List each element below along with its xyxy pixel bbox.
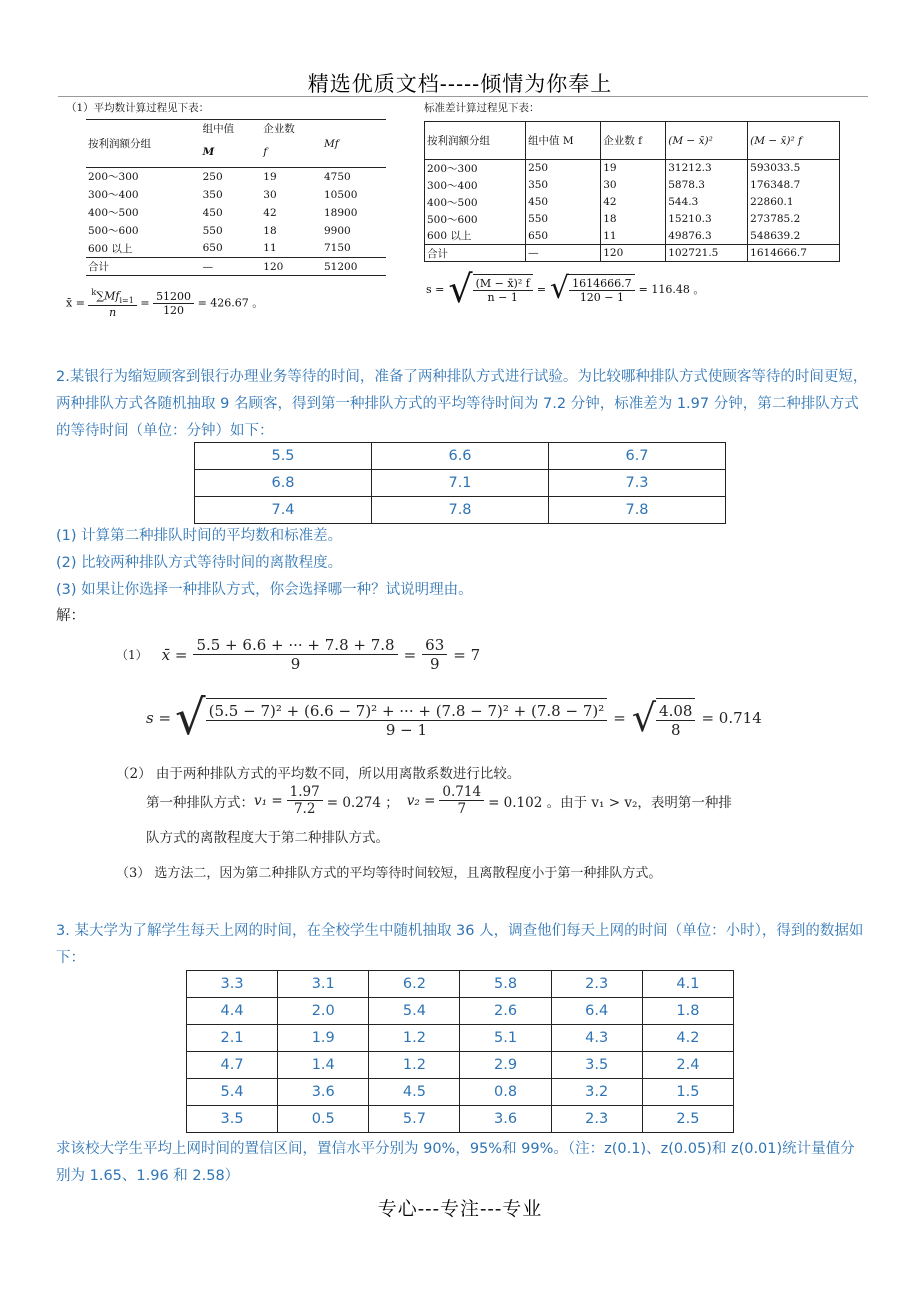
- sqrt-denominator: n − 1: [487, 291, 518, 304]
- v2-denominator: 7: [457, 801, 467, 817]
- table-cell: 4.1: [642, 971, 733, 998]
- table-cell: 5.4: [369, 998, 460, 1025]
- col-header-sqdev: (M − x̄)²: [666, 122, 748, 160]
- sd-result: = 0.714: [701, 709, 762, 727]
- table-cell: 30: [263, 188, 277, 201]
- table-cell: 1.9: [278, 1025, 369, 1052]
- table-cell: 500～600: [425, 211, 526, 228]
- table-cell: 3.5: [187, 1106, 278, 1133]
- sum-sign: ∑: [96, 289, 105, 303]
- sd-simplified-denominator: 8: [670, 720, 681, 739]
- table-cell: 3.5: [551, 1052, 642, 1079]
- table-cell: 1.4: [278, 1052, 369, 1079]
- mean-formula: x̄ = $\frac{^k\sum Mf_{i=1}}{n}$ = $\frac{51200}{120}$ = 426.67 。: [66, 288, 264, 319]
- table-cell: 200～300: [88, 171, 139, 184]
- mean-simplified-numerator: 63: [422, 636, 447, 655]
- table-cell: 2.6: [460, 998, 551, 1025]
- mean-lhs: x̄ =: [161, 645, 188, 664]
- col-header-m: M: [202, 146, 215, 159]
- sqrt-fraction-values: [569, 274, 635, 304]
- table-cell: 1.5: [642, 1079, 733, 1106]
- mean-simplified-denominator: 9: [429, 655, 440, 673]
- mean-denominator: 9: [290, 655, 301, 673]
- sqrt-sign: √: [175, 690, 206, 746]
- page-header-title: 精选优质文档-----倾情为你奉上: [307, 72, 613, 96]
- table-cell: 2.3: [551, 1106, 642, 1133]
- table-cell: 30: [601, 177, 666, 194]
- solution-step-2-line-2: [146, 784, 732, 817]
- table-cell: 31212.3: [666, 160, 748, 177]
- table-cell: 544.3: [666, 194, 748, 211]
- table-cell: 3.6: [460, 1106, 551, 1133]
- table-cell: 2.0: [278, 998, 369, 1025]
- problem-3-data-table: [186, 970, 734, 1133]
- col-header-sqdev-f: (M − x̄)² f: [750, 134, 802, 147]
- table-cell: 176348.7: [750, 179, 801, 191]
- sum-sub: i=1: [119, 295, 134, 305]
- formula-result: = 426.67 。: [197, 296, 264, 310]
- sd-formula: s = √ $\frac{\text{(M − x̄)² f}}{n - 1}$ = √ $\frac{1614666.7}{120 - 1}$ = 116.48 。: [426, 267, 705, 311]
- formula-fraction: [88, 288, 136, 319]
- solution-label: 解：: [56, 608, 85, 624]
- sd-numerator: (5.5 − 7)² + (6.6 − 7)² + ··· + (7.8 − 7)² + (7.8 − 7)²: [206, 702, 608, 721]
- table-cell: 2.9: [460, 1052, 551, 1079]
- sqrt-values-numerator: 1614666.7: [569, 277, 635, 291]
- header-divider: [58, 96, 868, 97]
- table-cell: 1.8: [642, 998, 733, 1025]
- table-cell: 42: [263, 206, 277, 219]
- sqrt-sign-2: √: [631, 696, 657, 740]
- problem-2-questions: [56, 523, 868, 604]
- table-cell: 200～300: [425, 160, 526, 177]
- fraction-numerator: 51200: [153, 290, 194, 304]
- table-cell: 550: [526, 211, 601, 228]
- formula-lhs: x̄ =: [66, 296, 85, 310]
- sqrt-fraction: [473, 274, 533, 304]
- table-cell: 3.3: [187, 971, 278, 998]
- v1-result: = 0.274 ；: [326, 794, 399, 811]
- mean-calc-block: [66, 100, 396, 276]
- table-cell: 600 以上: [88, 242, 133, 255]
- sqrt-sign-2: √: [550, 271, 570, 306]
- table-cell: 19: [263, 170, 277, 183]
- table-cell: 18: [601, 211, 666, 228]
- col-header-group: 按利润额分组: [425, 122, 526, 160]
- v1-numerator: 1.97: [287, 784, 323, 801]
- table-cell: 2.5: [642, 1106, 733, 1133]
- table-cell: 15210.3: [666, 211, 748, 228]
- table-cell: 550: [202, 224, 223, 237]
- step-2-prefix: 第一种排队方式：: [146, 794, 254, 811]
- table-cell: 4.7: [187, 1052, 278, 1079]
- step-1-label: （1）: [116, 648, 148, 662]
- table-cell: 102721.5: [666, 245, 748, 262]
- table-cell: 18: [263, 224, 277, 237]
- table-cell: 5.1: [460, 1025, 551, 1052]
- table-cell: 4.2: [642, 1025, 733, 1052]
- mean-result: = 7: [453, 645, 481, 664]
- table-cell: 3.6: [278, 1079, 369, 1106]
- table-cell: 6.4: [551, 998, 642, 1025]
- table-cell: 6.6: [372, 443, 549, 470]
- table-cell: 19: [601, 160, 666, 177]
- table-cell: 350: [202, 188, 223, 201]
- table-cell: 6.7: [549, 443, 726, 470]
- sd-lhs: s =: [146, 709, 172, 727]
- table-cell: 5.7: [369, 1106, 460, 1133]
- formula-lhs: s =: [426, 282, 445, 296]
- problem-2: [56, 364, 868, 445]
- table-cell: 合计: [425, 245, 526, 262]
- table-cell: 300～400: [88, 189, 139, 201]
- table-cell: 49876.3: [666, 228, 748, 245]
- table-cell: 600 以上: [425, 228, 526, 245]
- col-header-mf: Mf: [323, 137, 339, 150]
- sd-table-caption: 标准差计算过程见下表：: [424, 102, 540, 114]
- table-cell: 273785.2: [750, 213, 801, 225]
- table-cell: 4.5: [369, 1079, 460, 1106]
- mean-calc-table: [86, 119, 386, 276]
- table-cell: 5.4: [187, 1079, 278, 1106]
- sum-sup: k: [91, 288, 97, 297]
- sqrt-sign: √: [448, 267, 473, 311]
- table-cell: 300～400: [425, 177, 526, 194]
- table-cell: 7.8: [549, 497, 726, 524]
- table-cell: 9900: [323, 224, 351, 237]
- table-cell: 7.4: [195, 497, 372, 524]
- table-cell: 3.1: [278, 971, 369, 998]
- sd-simplified-numerator: 4.08: [656, 702, 695, 721]
- table-cell: —: [526, 245, 601, 262]
- table-cell: 1.2: [369, 1052, 460, 1079]
- question-1: (1) 计算第二种排队时间的平均数和标准差。: [56, 528, 343, 544]
- v2-fraction: [439, 784, 484, 817]
- col-header-midvalue: 组中值: [202, 123, 235, 136]
- v1-lhs: v₁ =: [254, 792, 283, 809]
- table-cell: 4.3: [551, 1025, 642, 1052]
- problem-2-data-table: [194, 442, 726, 524]
- table-cell: 5.5: [195, 443, 372, 470]
- mean-numerator: 5.5 + 6.6 + ··· + 7.8 + 7.8: [193, 636, 397, 655]
- table-cell: 350: [526, 177, 601, 194]
- sd-denominator: 9 − 1: [385, 720, 428, 739]
- table-cell: 120: [263, 260, 284, 273]
- table-cell: 548639.2: [750, 229, 801, 242]
- table-cell: 11: [601, 228, 666, 245]
- question-2: (2) 比较两种排队方式等待时间的离散程度。: [56, 555, 343, 571]
- table-cell: 2.3: [551, 971, 642, 998]
- v1-denominator: 7.2: [293, 801, 316, 817]
- mean-table-caption: （1）平均数计算过程见下表：: [66, 102, 210, 114]
- table-cell: 593033.5: [750, 162, 801, 175]
- table-cell: 5878.3: [666, 177, 748, 194]
- table-cell: 450: [202, 206, 223, 219]
- table-cell: 4750: [323, 170, 351, 183]
- table-cell: 4.4: [187, 998, 278, 1025]
- sd-fraction: [206, 698, 608, 739]
- table-cell: 18900: [323, 206, 358, 219]
- table-cell: 42: [601, 194, 666, 211]
- table-cell: 2.1: [187, 1025, 278, 1052]
- table-cell: 6.2: [369, 971, 460, 998]
- table-cell: 2.4: [642, 1052, 733, 1079]
- formula-denominator-n: n: [109, 305, 117, 319]
- table-cell: 250: [526, 160, 601, 177]
- table-cell: 650: [526, 228, 601, 245]
- table-cell: 5.8: [460, 971, 551, 998]
- fraction-denominator: 120: [163, 303, 185, 317]
- sd-simplified-fraction: [656, 698, 695, 739]
- problem-3-question: [56, 1136, 868, 1190]
- table-cell: 250: [202, 170, 223, 183]
- problem-3-text: 3. 某大学为了解学生每天上网的时间，在全校学生中随机抽取 36 人，调查他们每天上网的时间（单位：小时），得到的数据如下：: [56, 923, 864, 966]
- table-cell: 6.8: [195, 470, 372, 497]
- table-cell: 1.2: [369, 1025, 460, 1052]
- sqrt-values-denominator: 120 − 1: [579, 291, 625, 304]
- table-cell: 400～500: [425, 194, 526, 211]
- table-cell: 11: [263, 242, 277, 255]
- table-cell: 0.5: [278, 1106, 369, 1133]
- table-cell: 10500: [323, 188, 358, 201]
- table-cell: 1614666.7: [750, 247, 807, 259]
- term-f: f: [115, 289, 120, 303]
- solution-sd-formula: s = √ $\frac{\text{(5.5 − 7)² + (6.6 − 7)² + ··· + (7.8 − 7)² + (7.8 − 7)²}}{9 - 1}$ = √ $\frac{4.08}{8}$ = 0.714: [146, 690, 762, 746]
- sd-calc-block: [424, 100, 844, 262]
- solution-step-3: （3） 选方法二，因为第二种排队方式的平均等待时间较短，且离散程度小于第一种排队方式。: [116, 866, 662, 881]
- v2-numerator: 0.714: [439, 784, 484, 801]
- solution-step-2-line-3: 队方式的离散程度大于第二种排队方式。: [146, 830, 389, 846]
- formula-result: = 116.48 。: [638, 283, 705, 296]
- question-3: (3) 如果让你选择一种排队方式，你会选择哪一种？试说明理由。: [56, 582, 473, 598]
- table-cell: 3.2: [551, 1079, 642, 1106]
- col-header-f: f: [263, 146, 268, 159]
- solution-mean-formula: （1） x̄ = $\frac{5.5 + 6.6 + \cdot\cdot\cdot + 7.8 + 7.8}{9}$ = $\frac{63}{9}$ = 7: [116, 636, 481, 673]
- table-cell: 合计: [88, 261, 109, 273]
- term-m: M: [104, 289, 116, 303]
- table-cell: 7.8: [372, 497, 549, 524]
- table-cell: 51200: [323, 260, 358, 273]
- problem-3-after-text: 求该校大学生平均上网时间的置信区间，置信水平分别为 90%，95%和 99%。（注：z(0.1)、z(0.05)和 z(0.01)统计量值分别为 1.65、1.96 和 2.58）: [56, 1141, 855, 1184]
- col-header-group: 按利润额分组: [88, 138, 151, 150]
- table-cell: 7150: [323, 242, 351, 255]
- formula-fraction-values: [153, 290, 194, 317]
- problem-3: [56, 918, 868, 972]
- table-cell: 400～500: [88, 207, 139, 219]
- col-header-count: 企业数: [263, 123, 295, 136]
- sqrt-numerator: (M − x̄)² f: [473, 277, 533, 291]
- table-cell: 450: [526, 194, 601, 211]
- v2-result: = 0.102 。由于 v₁ > v₂，表明第一种排: [488, 794, 732, 811]
- table-cell: —: [202, 260, 214, 273]
- col-header-midvalue: 组中值 M: [526, 122, 601, 160]
- v2-lhs: v₂ =: [406, 792, 436, 809]
- solution-step-2-line-1: （2） 由于两种排队方式的平均数不同，所以用离散系数进行比较。: [116, 766, 521, 782]
- table-cell: 7.3: [549, 470, 726, 497]
- sd-calc-table: [424, 121, 840, 262]
- table-cell: 500～600: [88, 225, 139, 237]
- table-cell: 120: [601, 245, 666, 262]
- table-cell: 0.8: [460, 1079, 551, 1106]
- table-cell: 7.1: [372, 470, 549, 497]
- page-footer: 专心---专注---专业: [377, 1198, 543, 1220]
- table-cell: 650: [202, 242, 223, 255]
- mean-simplified-fraction: [422, 636, 447, 673]
- table-cell: 22860.1: [750, 196, 794, 208]
- col-header-count: 企业数 f: [601, 122, 666, 160]
- problem-2-text: 2.某银行为缩短顾客到银行办理业务等待的时间，准备了两种排队方式进行试验。为比较哪种排队方式使顾客等待的时间更短，两种排队方式各随机抽取 9 名顾客，得到第一种排队方式的平均等待时间为 7.2 分钟，标准差为 1.97 分钟，第二种排队方式的等待时间（单位：分钟）如下：: [56, 369, 868, 439]
- v1-fraction: [287, 784, 323, 817]
- mean-fraction: [193, 636, 397, 673]
